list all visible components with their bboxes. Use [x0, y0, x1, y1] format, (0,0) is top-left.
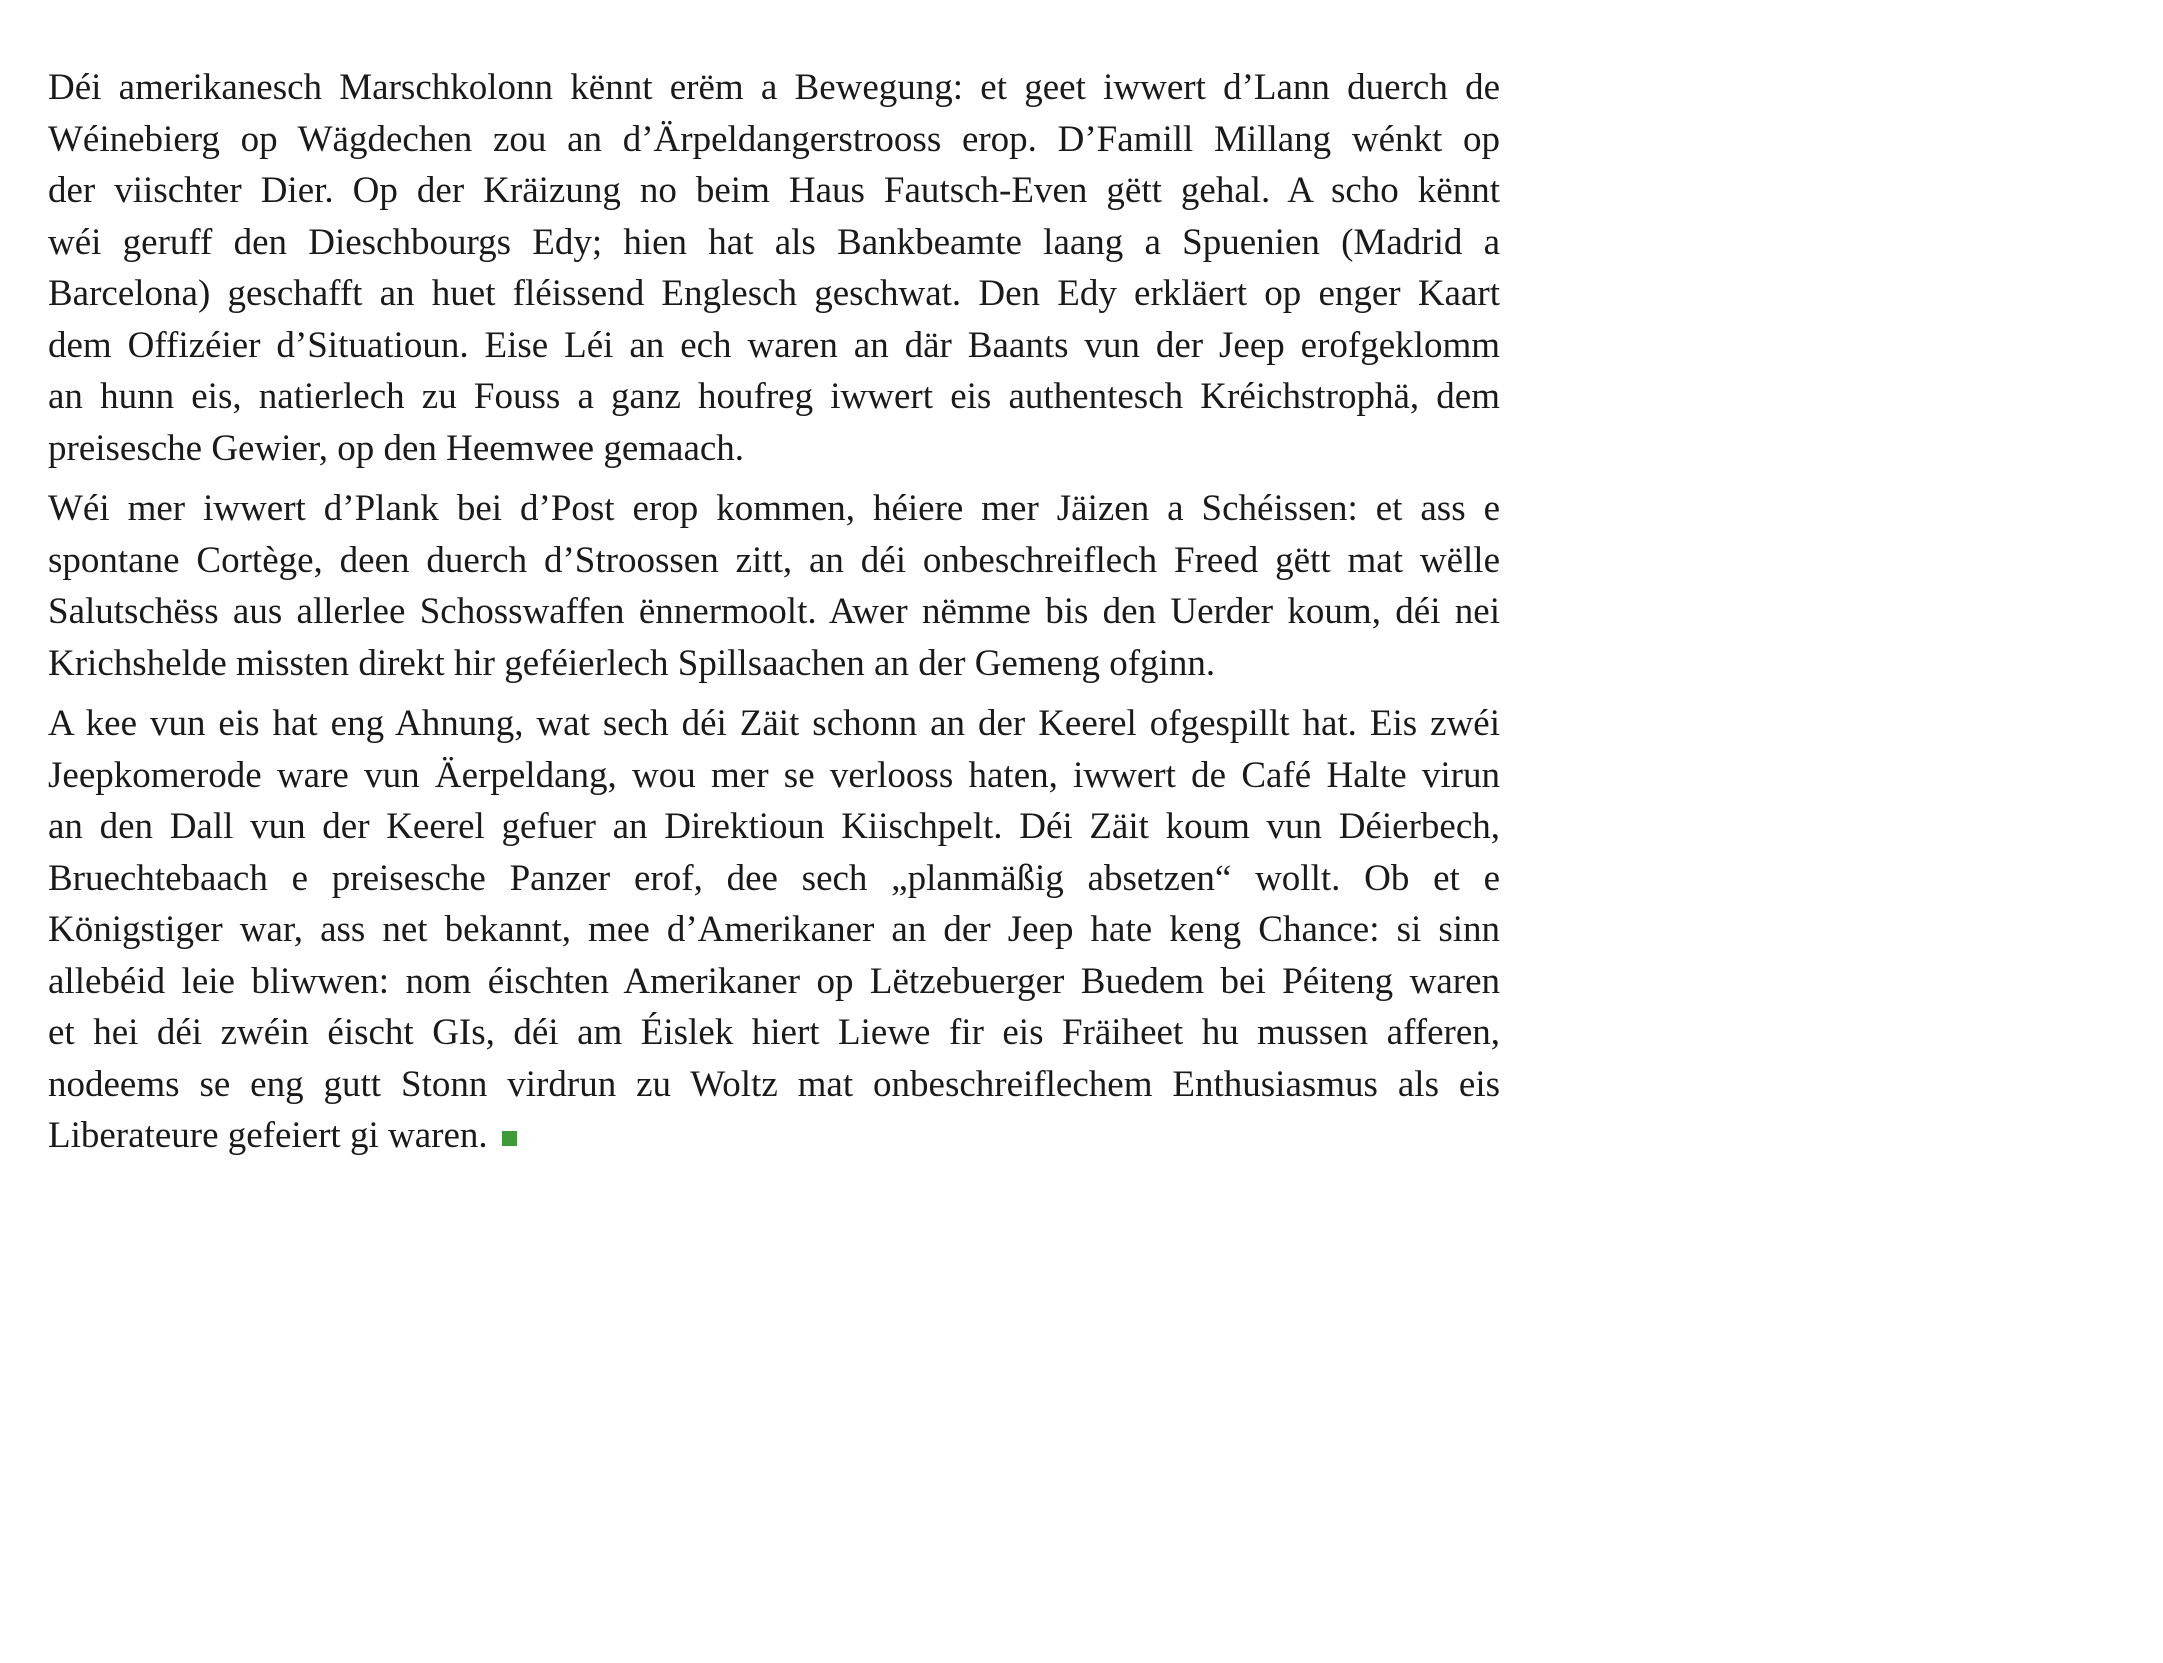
- text-line: an den Dall vun der Keerel gefuer an Direktioun Kiischpelt. Déi Zäit koum vun Déierbech,: [48, 806, 1500, 847]
- text-line: Wéinebierg op Wägdechen zou an d’Ärpeldangerstrooss erop. D’Famill Millang wénkt op: [48, 118, 1500, 160]
- text-line: spontane Cortège, deen duerch d’Stroossen zitt, an déi onbeschreiflech Freed gëtt mat wëlle: [48, 539, 1500, 581]
- text-line: Krichshelde missten direkt hir geféierlech Spillsaachen an der Gemeng ofginn.: [48, 642, 1216, 684]
- text-line: et hei déi zwéin éischt GIs, déi am Éislek hiert Liewe fir eis Fräiheet hu mussen afferen,: [48, 1012, 1500, 1053]
- text-line: Bruechtebaach e preisesche Panzer erof, dee sech „planmäßig absetzen“ wollt. Ob et e: [48, 857, 1500, 899]
- text-line: Déi amerikanesch Marschkolonn kënnt erëm a Bewegung: et geet iwwert d’Lann duerch de: [48, 67, 1500, 108]
- text-line: dem Offizéier d’Situatioun. Eise Léi an ech waren an där Baants vun der Jeep erofgeklomm: [48, 324, 1500, 366]
- text-line: Königstiger war, ass net bekannt, mee d’Amerikaner an der Jeep hate keng Chance: si sinn: [48, 909, 1500, 950]
- text-line: nodeems se eng gutt Stonn virdrun zu Woltz mat onbeschreiflechem Enthusiasmus als eis: [48, 1063, 1500, 1105]
- text-line: an hunn eis, natierlech zu Fouss a ganz houfreg iwwert eis authentesch Kréichstrophä, dem: [48, 376, 1500, 417]
- text-line: A kee vun eis hat eng Ahnung, wat sech déi Zäit schonn an der Keerel ofgespillt hat. Eis zwéi: [48, 703, 1500, 744]
- text-line: Jeepkomerode ware vun Äerpeldang, wou mer se verlooss haten, iwwert de Café Halte virun: [48, 754, 1500, 796]
- text-line: preisesche Gewier, op den Heemwee gemaach.: [48, 427, 745, 469]
- text-line-final: [48, 1110, 1500, 1162]
- paragraph-3: [48, 698, 1500, 1162]
- text-line: Wéi mer iwwert d’Plank bei d’Post erop kommen, héiere mer Jäizen a Schéissen: et ass e: [48, 488, 1500, 529]
- text-line: wéi geruff den Dieschbourgs Edy; hien hat als Bankbeamte laang a Spuenien (Madrid a: [48, 221, 1500, 263]
- text-line: Barcelona) geschafft an huet fléissend Englesch geschwat. Den Edy erkläert op enger Kaart: [48, 273, 1500, 314]
- final-line-text: Liberateure gefeiert gi waren.: [48, 1115, 488, 1156]
- text-line: allebéid leie bliwwen: nom éischten Amerikaner op Lëtzebuerger Buedem bei Péiteng waren: [48, 960, 1500, 1002]
- article-body: [48, 62, 1500, 1171]
- paragraph-1: [48, 62, 1500, 474]
- text-line: Salutschëss aus allerlee Schosswaffen ënnermoolt. Awer nëmme bis den Uerder koum, déi nei: [48, 591, 1500, 632]
- end-of-article-square-icon: [502, 1131, 517, 1146]
- text-line: der viischter Dier. Op der Kräizung no beim Haus Fautsch-Even gëtt gehal. A scho kënnt: [48, 170, 1500, 211]
- paragraph-2: [48, 483, 1500, 689]
